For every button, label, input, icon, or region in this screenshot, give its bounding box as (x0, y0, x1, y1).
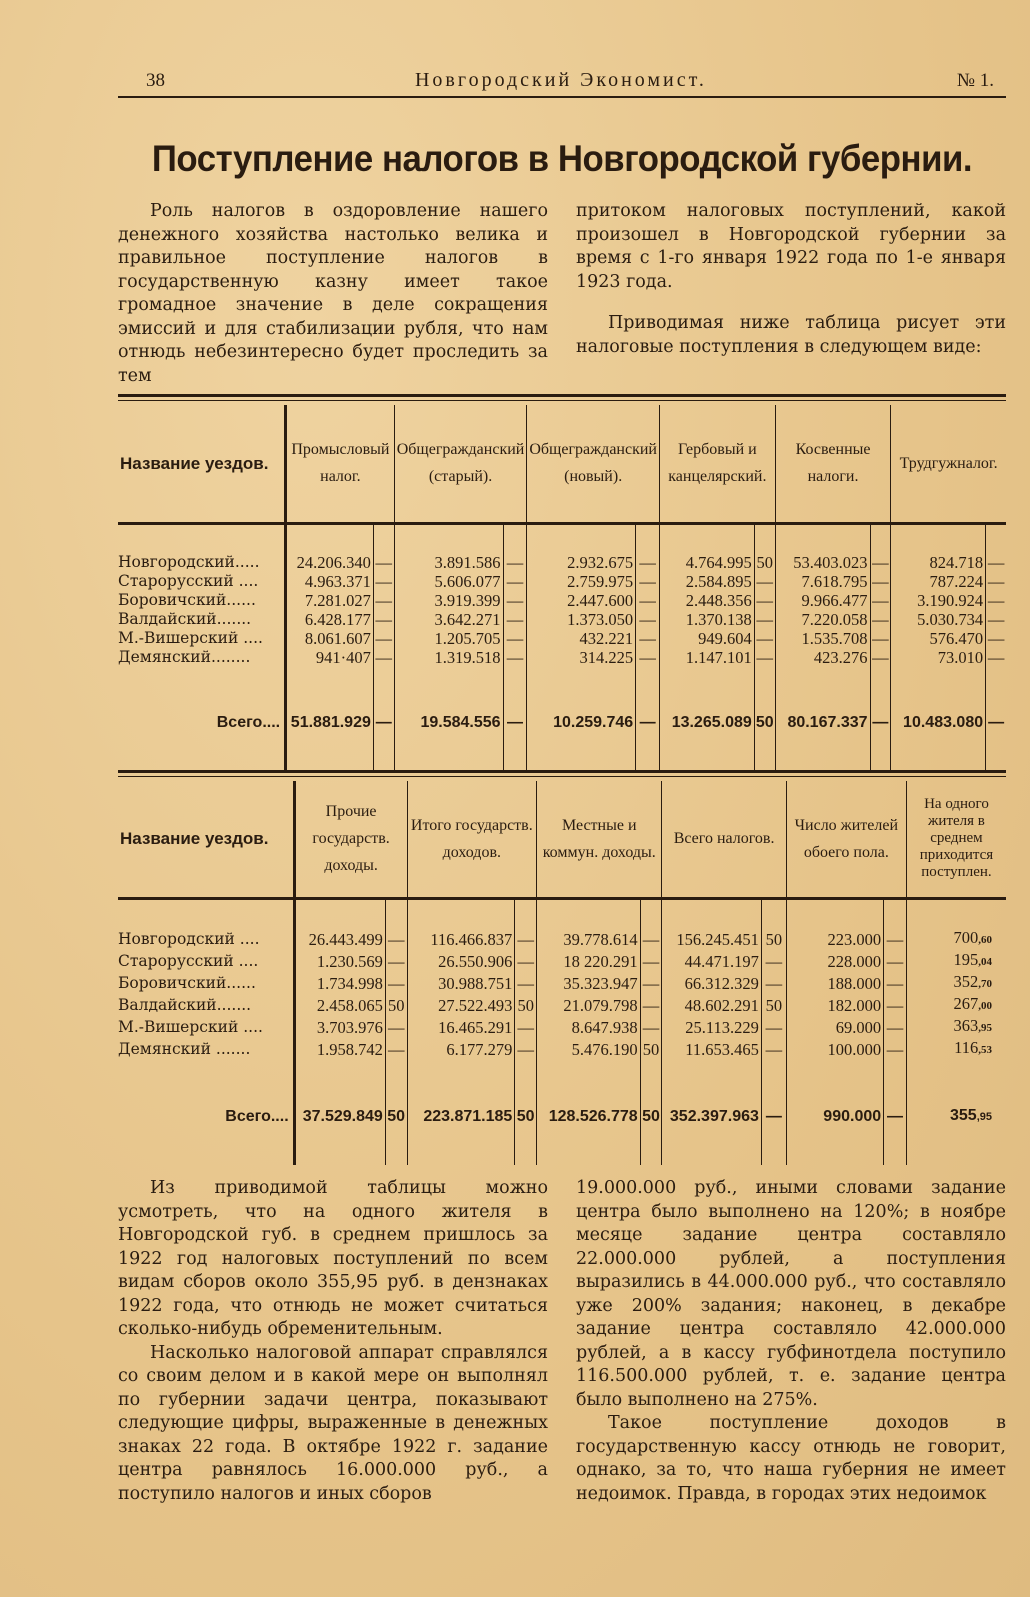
cell-rubles: 1.535.708 (775, 629, 870, 648)
cell-kopecks: 50 (515, 994, 537, 1016)
cell-rubles: 10.483.080 (891, 695, 986, 770)
cell-kopecks: 50 (761, 994, 786, 1016)
cell-rubles: 941·407 (286, 648, 374, 667)
cell-kopecks: — (515, 1016, 537, 1038)
cell-rubles: 2.448.356 (659, 591, 754, 610)
conclusion-paragraph: Такое поступление доходов в государственную кассу отнюдь не говорит, однако, за то, что наша губерния не имеет недоимок. Правда, в городах этих недоимок (576, 1413, 1006, 1504)
cell-kopecks: — (515, 972, 537, 994)
cell-rubles: 188.000 (786, 972, 883, 994)
cell-rubles: 7.618.795 (775, 572, 870, 591)
cell-kopecks: — (754, 572, 775, 591)
cell-rubles: 128.526.778 (537, 1088, 641, 1165)
cell-rubles: 1.373.050 (527, 610, 636, 629)
cell-kopecks: — (640, 950, 662, 972)
cell-rubles: 990.000 (786, 1088, 883, 1165)
cell-rubles: 1.147.101 (659, 648, 754, 667)
cell-rubles: 10.259.746 (527, 695, 636, 770)
per-capita-kopecks: ,60 (978, 934, 992, 946)
cell-kopecks: — (884, 994, 907, 1016)
journal-title: Новгородский Экономист. (414, 69, 707, 91)
cell-kopecks: — (986, 648, 1006, 667)
cell-rubles: 3.891.586 (394, 553, 503, 572)
cell-kopecks: — (373, 695, 394, 770)
cell-rubles: 16.465.291 (407, 1016, 515, 1038)
table-row (118, 950, 1006, 972)
cell-rubles: 1.734.998 (294, 972, 385, 994)
district-name: М.-Вишерский .... (118, 628, 263, 647)
running-header (118, 58, 1006, 94)
cell-per-capita (906, 994, 1006, 1016)
cell-rubles: 2.759.975 (527, 572, 636, 591)
double-rule (118, 770, 1006, 777)
per-capita-rubles: 363 (953, 1016, 979, 1035)
district-name: Валдайский....... (118, 609, 252, 628)
cell-rubles: 5.476.190 (537, 1038, 641, 1060)
conclusion-paragraph-continued: 19.000.000 руб., иными словами задание центра было выполнено на 120%; в ноябре месяце задание центра составляло 22.000.000 рублей, а поступления выразились в 44.000.000 руб., что составляло уже 200% задания; наконец, в декабре задание центра составляло 42.000.000 рублей, а в кассу губфинотдела поступило 116.500.000 рублей, т. е. задание центра было выполнено на 275%. (576, 1178, 1006, 1410)
table-row (118, 972, 1006, 994)
cell-kopecks: — (884, 950, 907, 972)
per-capita-kopecks: ,70 (978, 978, 992, 990)
district-name: Боровичский...... (118, 973, 256, 992)
intro-paragraph-continued: притоком налоговых поступлений, какой произошел в Новгородской губернии за время с 1-го января 1922 года по 1-е января 1923 года. (576, 201, 1006, 292)
intro-right-column (576, 200, 1006, 388)
conclusion-paragraph: Из приводимой таблицы можно усмотреть, что на одного жителя в Новгородской губ. в среднем пришлось за 1922 год налоговых поступлений по всем видам сборов около 355,95 руб. в дензнаках 1922 года, что отнюдь не может считаться сколько-нибудь обременительным. (118, 1178, 548, 1339)
cell-kopecks: — (870, 610, 891, 629)
cell-rubles: 1.958.742 (294, 1038, 385, 1060)
cell-rubles: 30.988.751 (407, 972, 515, 994)
cell-rubles: 432.221 (527, 629, 636, 648)
cell-kopecks: — (385, 928, 407, 950)
per-capita-rubles: 195 (953, 950, 979, 969)
cell-kopecks: — (640, 928, 662, 950)
district-name: Старорусский .... (118, 951, 259, 970)
cell-kopecks: — (503, 648, 527, 667)
cell-rubles: 5.606.077 (394, 572, 503, 591)
cell-kopecks: — (870, 648, 891, 667)
cell-rubles: 7.220.058 (775, 610, 870, 629)
col-header-per-capita: На одного жителя в среднем приходится поступлен. (906, 781, 1006, 899)
table-row (118, 1016, 1006, 1038)
district-name: Демянский........ (118, 647, 251, 666)
cell-kopecks: 50 (515, 1088, 537, 1165)
cell-kopecks: 50 (385, 994, 407, 1016)
cell-rubles: 3.919.399 (394, 591, 503, 610)
cell-rubles: 3.190.924 (891, 591, 986, 610)
cell-rubles: 73.010 (891, 648, 986, 667)
cell-rubles: 5.030.734 (891, 610, 986, 629)
cell-rubles: 4.764.995 (659, 553, 754, 572)
conclusion-right-column (576, 1177, 1006, 1506)
cell-rubles: 787.224 (891, 572, 986, 591)
col-header-population: Число жителей обоего пола. (786, 781, 906, 899)
total-label: Всего.... (225, 1108, 289, 1125)
cell-kopecks: — (385, 1016, 407, 1038)
cell-rubles: 1.370.138 (659, 610, 754, 629)
cell-rubles: 9.966.477 (775, 591, 870, 610)
cell-rubles: 1.205.705 (394, 629, 503, 648)
cell-rubles: 26.443.499 (294, 928, 385, 950)
cell-kopecks: 50 (385, 1088, 407, 1165)
col-header-total-state-income: Итого государств. доходов. (407, 781, 537, 899)
table-row (118, 553, 1006, 572)
cell-kopecks: — (515, 1038, 537, 1060)
cell-rubles: 4.963.371 (286, 572, 374, 591)
cell-rubles: 69.000 (786, 1016, 883, 1038)
cell-kopecks: — (986, 572, 1006, 591)
cell-per-capita (906, 1088, 1006, 1165)
cell-kopecks: — (515, 928, 537, 950)
spacer-row (118, 1060, 1006, 1088)
per-capita-kopecks: ,00 (978, 1000, 992, 1012)
cell-kopecks: — (503, 572, 527, 591)
cell-rubles: 824.718 (891, 553, 986, 572)
article-title: Поступление налогов в Новгородской губернии. (151, 138, 973, 179)
col-header-labor-tax: Трудгужналог. (891, 405, 1006, 523)
cell-kopecks: — (761, 950, 786, 972)
per-capita-rubles: 700 (953, 928, 979, 947)
table-total-row (118, 695, 1006, 770)
cell-kopecks: — (503, 629, 527, 648)
cell-kopecks: — (870, 553, 891, 572)
cell-rubles: 1.230.569 (294, 950, 385, 972)
page-number: 38 (146, 70, 165, 91)
district-name: Новгородский..... (118, 552, 260, 571)
cell-rubles: 223.871.185 (407, 1088, 515, 1165)
cell-rubles: 2.932.675 (527, 553, 636, 572)
cell-kopecks: — (373, 629, 394, 648)
cell-rubles: 66.312.329 (662, 972, 761, 994)
per-capita-rubles: 116 (954, 1038, 979, 1057)
cell-rubles: 1.319.518 (394, 648, 503, 667)
col-header-civil-new: Общегражданский (новый). (527, 405, 660, 523)
cell-kopecks: — (373, 572, 394, 591)
cell-kopecks: — (373, 648, 394, 667)
cell-rubles: 314.225 (527, 648, 636, 667)
per-capita-rubles: 352 (953, 972, 979, 991)
cell-kopecks: — (636, 553, 660, 572)
cell-rubles: 80.167.337 (775, 695, 870, 770)
per-capita-rubles: 355 (950, 1107, 977, 1124)
cell-rubles: 6.428.177 (286, 610, 374, 629)
intro-paragraph: Роль налогов в оздоровление нашего денежного хозяйства настолько велика и правильное поступление налогов в государственную казну имеет такое громадное значение в деле сокращения эмиссий и для стабилизации рубля, что нам отнюдь небезинтересно будет проследить за тем (118, 201, 548, 386)
cell-rubles: 24.206.340 (286, 553, 374, 572)
cell-rubles: 949.604 (659, 629, 754, 648)
header-rule (118, 96, 1006, 98)
cell-kopecks: — (870, 591, 891, 610)
cell-kopecks: — (986, 629, 1006, 648)
cell-rubles: 48.602.291 (662, 994, 761, 1016)
col-header-trade-tax: Промысловый налог. (286, 405, 395, 523)
cell-rubles: 2.458.065 (294, 994, 385, 1016)
table-row (118, 1038, 1006, 1060)
cell-rubles: 13.265.089 (659, 695, 754, 770)
district-name: Новгородский .... (118, 929, 260, 948)
cell-kopecks: 50 (640, 1088, 662, 1165)
cell-kopecks: — (385, 950, 407, 972)
cell-kopecks: 50 (640, 1038, 662, 1060)
cell-rubles: 100.000 (786, 1038, 883, 1060)
conclusion-columns (118, 1177, 1006, 1506)
double-rule (118, 394, 1006, 401)
cell-per-capita (906, 1016, 1006, 1038)
cell-kopecks: — (884, 1038, 907, 1060)
cell-rubles: 3.703.976 (294, 1016, 385, 1038)
cell-rubles: 3.642.271 (394, 610, 503, 629)
cell-kopecks: — (754, 610, 775, 629)
cell-rubles: 26.550.906 (407, 950, 515, 972)
cell-kopecks: — (640, 1016, 662, 1038)
col-header-stamp-tax: Гербовый и канцелярский. (659, 405, 775, 523)
cell-rubles: 2.447.600 (527, 591, 636, 610)
cell-rubles: 8.647.938 (537, 1016, 641, 1038)
cell-kopecks: — (761, 1088, 786, 1165)
cell-kopecks: — (754, 629, 775, 648)
cell-kopecks: — (761, 1016, 786, 1038)
cell-kopecks: — (636, 648, 660, 667)
cell-kopecks: — (986, 610, 1006, 629)
col-header-other-state-income: Прочие государств. доходы. (294, 781, 407, 899)
cell-kopecks: — (373, 591, 394, 610)
col-header-civil-old: Общегражданский (старый). (394, 405, 527, 523)
cell-rubles: 7.281.027 (286, 591, 374, 610)
cell-rubles: 2.584.895 (659, 572, 754, 591)
per-capita-kopecks: ,53 (978, 1044, 992, 1056)
per-capita-rubles: 267 (953, 994, 979, 1013)
cell-kopecks: — (754, 648, 775, 667)
cell-rubles: 156.245.451 (662, 928, 761, 950)
cell-kopecks: — (884, 972, 907, 994)
cell-rubles: 576.470 (891, 629, 986, 648)
per-capita-kopecks: ,95 (976, 1111, 992, 1123)
issue-number: № 1. (956, 70, 994, 91)
cell-kopecks: 50 (761, 928, 786, 950)
tax-table-2 (118, 770, 1006, 1166)
cell-kopecks: 50 (754, 695, 775, 770)
district-name: М.-Вишерский .... (118, 1017, 263, 1036)
cell-kopecks: — (986, 553, 1006, 572)
cell-kopecks: — (761, 1038, 786, 1060)
cell-kopecks: — (636, 572, 660, 591)
cell-per-capita (906, 928, 1006, 950)
cell-kopecks: — (385, 972, 407, 994)
cell-kopecks: — (636, 610, 660, 629)
cell-rubles: 423.276 (775, 648, 870, 667)
district-name: Валдайский....... (118, 995, 252, 1014)
tax-table-1 (118, 394, 1006, 770)
cell-kopecks: — (986, 591, 1006, 610)
cell-kopecks: — (640, 972, 662, 994)
col-header-district: Название уездов. (120, 453, 269, 473)
cell-rubles: 51.881.929 (286, 695, 374, 770)
cell-kopecks: — (884, 1016, 907, 1038)
cell-kopecks: — (515, 950, 537, 972)
cell-rubles: 223.000 (786, 928, 883, 950)
cell-rubles: 352.397.963 (662, 1088, 761, 1165)
table-total-row (118, 1088, 1006, 1165)
cell-rubles: 228.000 (786, 950, 883, 972)
cell-kopecks: 50 (754, 553, 775, 572)
col-header-district: Название уездов. (120, 829, 269, 849)
table-row (118, 994, 1006, 1016)
cell-rubles: 8.061.607 (286, 629, 374, 648)
cell-kopecks: — (503, 695, 527, 770)
district-name: Боровичский...... (118, 590, 256, 609)
cell-kopecks: — (761, 972, 786, 994)
district-name: Демянский ....... (118, 1039, 251, 1058)
cell-kopecks: — (636, 629, 660, 648)
cell-kopecks: — (373, 610, 394, 629)
cell-per-capita (906, 1038, 1006, 1060)
col-header-total-taxes: Всего налогов. (662, 781, 786, 899)
cell-kopecks: — (503, 553, 527, 572)
cell-rubles: 27.522.493 (407, 994, 515, 1016)
cell-kopecks: — (754, 591, 775, 610)
cell-rubles: 182.000 (786, 994, 883, 1016)
col-header-local-income: Местные и коммун. доходы. (537, 781, 662, 899)
table-intro-paragraph: Приводимая ниже таблица рисует эти налоговые поступления в следующем виде: (576, 313, 1006, 357)
cell-kopecks: — (986, 695, 1006, 770)
cell-kopecks: — (870, 629, 891, 648)
cell-per-capita (906, 972, 1006, 994)
cell-rubles: 53.403.023 (775, 553, 870, 572)
cell-rubles: 19.584.556 (394, 695, 503, 770)
cell-kopecks: — (385, 1038, 407, 1060)
spacer-row (118, 667, 1006, 695)
per-capita-kopecks: ,95 (978, 1022, 992, 1034)
cell-rubles: 18 220.291 (537, 950, 641, 972)
table-row (118, 591, 1006, 610)
table-row (118, 572, 1006, 591)
intro-left-column (118, 200, 548, 388)
cell-per-capita (906, 950, 1006, 972)
table-row (118, 648, 1006, 667)
cell-rubles: 6.177.279 (407, 1038, 515, 1060)
cell-rubles: 39.778.614 (537, 928, 641, 950)
cell-kopecks: — (870, 572, 891, 591)
cell-rubles: 44.471.197 (662, 950, 761, 972)
cell-kopecks: — (870, 695, 891, 770)
col-header-indirect-taxes: Косвенные налоги. (775, 405, 891, 523)
cell-kopecks: — (640, 994, 662, 1016)
cell-kopecks: — (503, 610, 527, 629)
table-row (118, 610, 1006, 629)
cell-rubles: 21.079.798 (537, 994, 641, 1016)
conclusion-paragraph: Насколько налоговой аппарат справлялся со своим делом и в какой мере он выполнял по губернии задачи центра, показывают следующие цифры, выраженные в денежных знаках 22 года. В октябре 1922 г. задание центра равнялось 16.000.000 руб., а поступило налогов и иных сборов (118, 1342, 548, 1504)
cell-kopecks: — (373, 553, 394, 572)
cell-rubles: 11.653.465 (662, 1038, 761, 1060)
intro-columns (118, 200, 1006, 388)
cell-rubles: 25.113.229 (662, 1016, 761, 1038)
total-label: Всего.... (216, 713, 281, 731)
table-row (118, 629, 1006, 648)
cell-kopecks: — (503, 591, 527, 610)
cell-rubles: 37.529.849 (294, 1088, 385, 1165)
cell-kopecks: — (636, 591, 660, 610)
per-capita-kopecks: ,04 (978, 956, 992, 968)
cell-rubles: 35.323.947 (537, 972, 641, 994)
conclusion-left-column (118, 1177, 548, 1506)
cell-kopecks: — (636, 695, 660, 770)
cell-kopecks: — (884, 1088, 907, 1165)
table-row (118, 928, 1006, 950)
newspaper-page (118, 58, 1006, 1506)
cell-kopecks: — (884, 928, 907, 950)
district-name: Старорусский .... (118, 571, 259, 590)
cell-rubles: 116.466.837 (407, 928, 515, 950)
